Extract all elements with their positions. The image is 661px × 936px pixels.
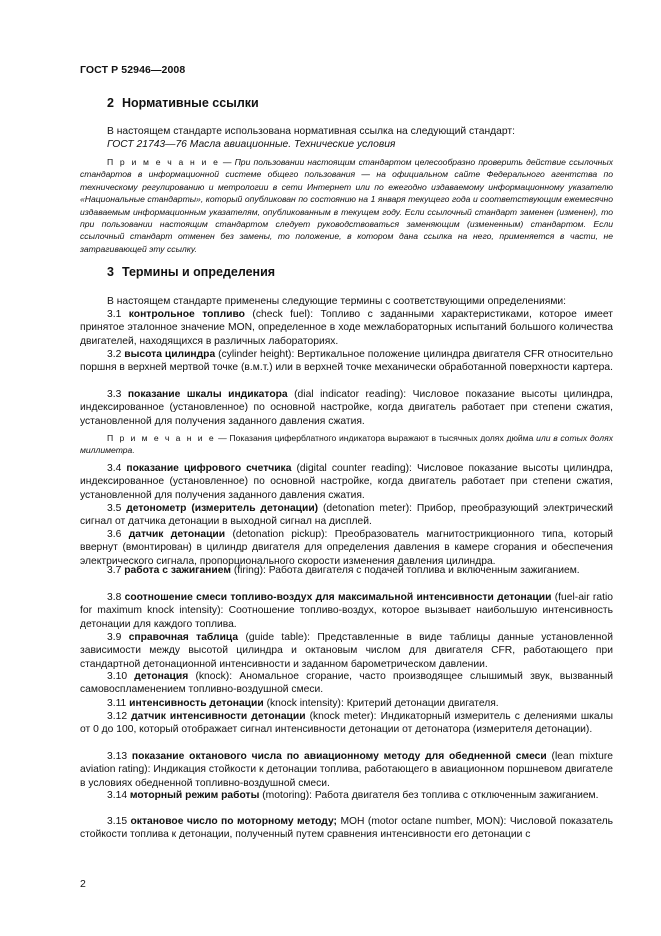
document-header: ГОСТ Р 52946—2008 — [80, 64, 186, 76]
term-english: (fuel-air ratio for maximum knock intensity): — [80, 592, 613, 617]
term-name: показание шкалы индикатора — [127, 389, 288, 400]
term-definition: Преобразователь магнитострикционного типа, который ввернут (вмонтирован) в цилиндр двигателя для определения давления в камере сгорания и обеспечения электрического сигнала, пропорционального скорости изменения давления цилиндра. — [80, 529, 613, 567]
section-title: Нормативные ссылки — [121, 96, 259, 110]
term-number: 3.10 — [107, 671, 128, 682]
term-number: 3.12 — [107, 711, 128, 722]
term-name: датчик детонации — [128, 529, 226, 540]
section-3-heading — [107, 265, 275, 279]
term-item — [80, 591, 613, 631]
term-name: соотношение смеси топливо-воздух для максимальной интенсивности детонации — [124, 592, 552, 603]
term-name: детонация — [134, 671, 189, 682]
section-number: 3 — [107, 265, 114, 279]
term-number: 3.1 — [107, 309, 122, 320]
term-number: 3.14 — [107, 790, 128, 801]
term-definition: Аномальное сгорание, часто производящее слышимый звук, вызванный самовоспламенением топливно-воздушной смеси. — [80, 671, 613, 696]
note-text: — Показания циферблатного индикатора выражают в тысячных долях дюйма — [215, 433, 537, 443]
term-name: работа с зажиганием — [124, 565, 231, 576]
term-definition: Критерий детонации двигателя. — [343, 698, 499, 709]
term-number: 3.2 — [107, 349, 122, 360]
term-item — [80, 462, 613, 502]
term-english: МОН (motor octane number, MON): — [340, 816, 507, 827]
term-name: высота цилиндра — [124, 349, 216, 360]
term-number: 3.11 — [107, 698, 127, 709]
note-label: П р и м е ч а н и е — [107, 157, 220, 167]
term-definition: Соотношение топливо-воздух, которое вызывает наибольшую интенсивность детонации для каждого топлива. — [80, 605, 613, 630]
term-item — [80, 697, 613, 710]
term-number: 3.3 — [107, 389, 122, 400]
term-item — [80, 670, 613, 697]
section-3-note — [80, 432, 613, 457]
term-item — [80, 815, 613, 842]
term-item — [80, 528, 613, 568]
term-english: (motoring): — [262, 790, 313, 801]
section-2-note — [80, 156, 613, 255]
term-definition: Индикация стойкости к детонации топлива, работающего в авиационном поршневом двигателе в условиях обедненной топливно-воздушной смеси. — [80, 764, 613, 789]
term-name: интенсивность детонации — [129, 698, 264, 709]
normative-reference: ГОСТ 21743—76 Масла авиационные. Технические условия — [107, 139, 396, 150]
term-english: (lean mixture aviation rating): — [80, 751, 613, 776]
term-english: (knock intensity): — [266, 698, 344, 709]
term-english: (guide table): — [245, 632, 311, 643]
term-name: детонометр (измеритель детонации) — [126, 503, 319, 514]
term-english: (knock): — [195, 671, 233, 682]
term-definition: Работа двигателя с подачей топлива и включенным зажиганием. — [265, 565, 580, 576]
term-item — [80, 308, 613, 348]
term-item — [80, 388, 613, 428]
term-number: 3.7 — [107, 565, 122, 576]
term-number: 3.13 — [107, 751, 128, 762]
term-english: (digital counter reading): — [296, 463, 412, 474]
term-item — [80, 789, 613, 802]
term-item — [80, 710, 613, 737]
section-2-heading — [107, 96, 259, 110]
term-number: 3.4 — [107, 463, 122, 474]
term-number: 3.15 — [107, 816, 128, 827]
term-number: 3.5 — [107, 503, 122, 514]
term-name: показание цифрового счетчика — [126, 463, 292, 474]
term-definition: Представленные в виде таблицы данные установленной зависимости между высотой цилиндра и октановым числом для двигателя CFR, работающего при стандартной детонационной интенсивности и заданном барометрическом давлении. — [80, 632, 613, 670]
term-name: датчик интенсивности детонации — [131, 711, 306, 722]
note-label: П р и м е ч а н и е — [107, 433, 216, 443]
term-english: (detonation meter): — [322, 503, 412, 514]
section-title: Термины и определения — [121, 265, 276, 279]
section-number: 2 — [107, 96, 114, 110]
term-definition: Работа двигателя без топлива с отключенным зажиганием. — [312, 790, 599, 801]
term-english: (knock meter): — [309, 711, 377, 722]
term-name: показание октанового числа по авиационному методу для обедненной смеси — [131, 751, 547, 762]
term-name: октановое число по моторному методу; — [130, 816, 337, 827]
page-number: 2 — [80, 878, 86, 890]
term-definition: Топливо с заданными характеристиками, которое имеет принятое эталонное значение MON, определенное в ходе межлабораторных испытаний большого количества двигателей, находящихся в различных лабораториях. — [80, 309, 613, 347]
section-3-lead: В настоящем стандарте применены следующие термины с соответствующими определениями: — [107, 296, 567, 307]
term-number: 3.6 — [107, 529, 122, 540]
term-name: справочная таблица — [128, 632, 239, 643]
term-english: (cylinder height): — [218, 349, 295, 360]
term-definition: Индикаторный измеритель с делениями шкалы от 0 до 100, который отображает сигнал интенсивности детонации от детонатора (измерителя детонации). — [80, 711, 613, 736]
term-definition: Числовое показание высоты цилиндра, индексированное (установленное) по основной настройке, когда двигатель работает при степени сжатия, установленной для получения заданного давления сжатия. — [80, 389, 613, 427]
term-definition: Прибор, преобразующий электрический сигнал от датчика детонации в выходной сигнал на дисплей. — [80, 503, 613, 528]
term-english: (firing): — [233, 565, 266, 576]
term-name: моторный режим работы — [129, 790, 260, 801]
term-definition: Вертикальное положение цилиндра двигателя CFR относительно поршня в верхней мертвой точке (в.м.т.) или в верхней точке механически обработанной поверхности картера. — [80, 349, 613, 374]
term-item — [80, 750, 613, 790]
term-number: 3.9 — [107, 632, 122, 643]
section-2-lead: В настоящем стандарте использована нормативная ссылка на следующий стандарт: — [107, 126, 515, 137]
term-definition: Числовое показание высоты цилиндра, индексированное (установленное) по основной настройке, когда двигатель работает при степени сжатия, установленной для получения заданного давления сжатия. — [80, 463, 613, 501]
term-english: (dial indicator reading): — [294, 389, 407, 400]
term-number: 3.8 — [107, 592, 122, 603]
note-text-italic: или в сотых долях миллиметра. — [80, 433, 613, 456]
term-english: (detonation pickup): — [232, 529, 328, 540]
term-item — [80, 348, 613, 375]
note-text: — При пользовании настоящим стандартом целесообразно проверить действие ссылочных стандартов в информационной системе общего пользования — на официальном сайте Федерального агентства по техническому регулированию и метрологии в сети Интернет или по ежегодно издаваемому информационному указателю «Национальные стандарты», который опубликован по состоянию на 1 января текущего года и соответствующим ежемесячно издаваемым информационным указателям, опубликованным в текущем году. Если ссылочный стандарт заменен (изменен), то при пользовании настоящим стандартом следует руководствоваться заменяющим (измененным) стандартом. Если ссылочный стандарт отменен без замены, то положение, в котором дана ссылка на него, применяется в части, не затрагивающей эту ссылку. — [80, 157, 613, 254]
term-item — [80, 564, 613, 577]
term-english: (check fuel): — [252, 309, 314, 320]
term-item — [80, 502, 613, 529]
term-name: контрольное топливо — [128, 309, 245, 320]
term-definition: Числовой показатель стойкости топлива к детонации, полученный путем сравнения интенсивности его детонации с — [80, 816, 613, 841]
term-item — [80, 631, 613, 671]
